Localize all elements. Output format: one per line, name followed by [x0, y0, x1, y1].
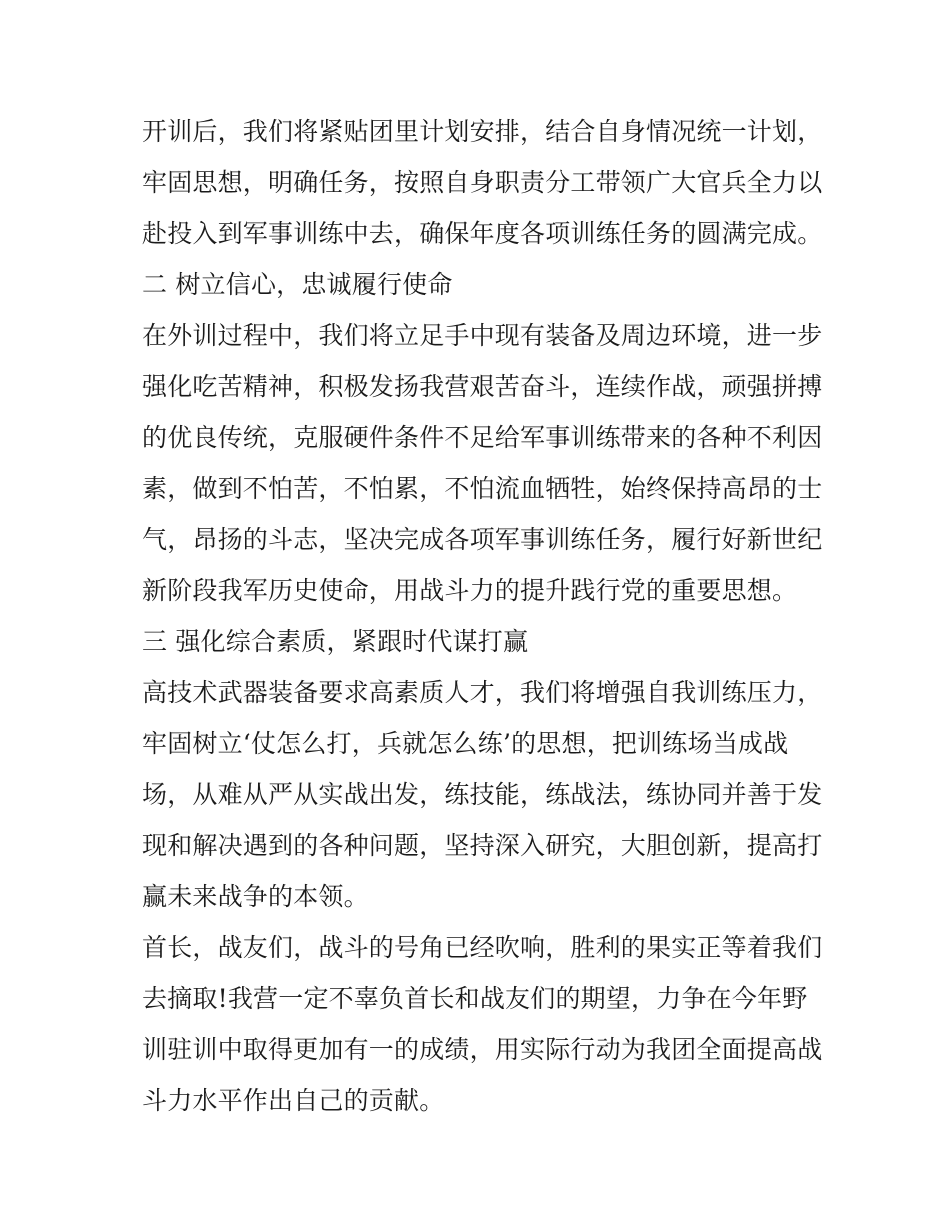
text-line: 强化吃苦精神，积极发扬我营艰苦奋斗，连续作战，顽强拼搏: [142, 372, 823, 401]
document-page: [142, 106, 822, 1126]
text-line: 赢未来战争的本领。: [142, 882, 369, 911]
text-line: 赴投入到军事训练中去，确保年度各项训练任务的圆满完成。: [142, 219, 823, 248]
text-line: 场，从难从严从实战出发，练技能，练战法，练协同并善于发: [142, 780, 823, 809]
text-line: 素，做到不怕苦，不怕累，不怕流血牺牲，始终保持高昂的士: [142, 474, 823, 503]
text-line: 现和解决遇到的各种问题，坚持深入研究，大胆创新，提高打: [142, 831, 823, 860]
text-line: 新阶段我军历史使命，用战斗力的提升践行党的重要思想。: [142, 576, 798, 605]
section-heading: 二 树立信心，忠诚履行使命: [142, 270, 453, 299]
text-line: 斗力水平作出自己的贡献。: [142, 1086, 445, 1115]
text-line: 去摘取!我营一定不辜负首长和战友们的期望，力争在今年野: [142, 984, 808, 1013]
text-line: 训驻训中取得更加有一的成绩，用实际行动为我团全面提高战: [142, 1035, 823, 1064]
section-heading: 三 强化综合素质，紧跟时代谋打赢: [142, 627, 529, 656]
text-line: 高技术武器装备要求高素质人才，我们将增强自我训练压力，: [142, 678, 823, 707]
text-line: 牢固树立‘仗怎么打，兵就怎么练’的思想，把训练场当成战: [142, 729, 789, 758]
text-line: 气，昂扬的斗志，坚决完成各项军事训练任务，履行好新世纪: [142, 525, 823, 554]
text-line: 开训后，我们将紧贴团里计划安排，结合自身情况统一计划，: [142, 117, 823, 146]
text-line: 首长，战友们，战斗的号角已经吹响，胜利的果实正等着我们: [142, 933, 823, 962]
text-line: 的优良传统，克服硬件条件不足给军事训练带来的各种不利因: [142, 423, 823, 452]
text-line: 牢固思想，明确任务，按照自身职责分工带领广大官兵全力以: [142, 168, 823, 197]
text-line: 在外训过程中，我们将立足手中现有装备及周边环境，进一步: [142, 321, 823, 350]
